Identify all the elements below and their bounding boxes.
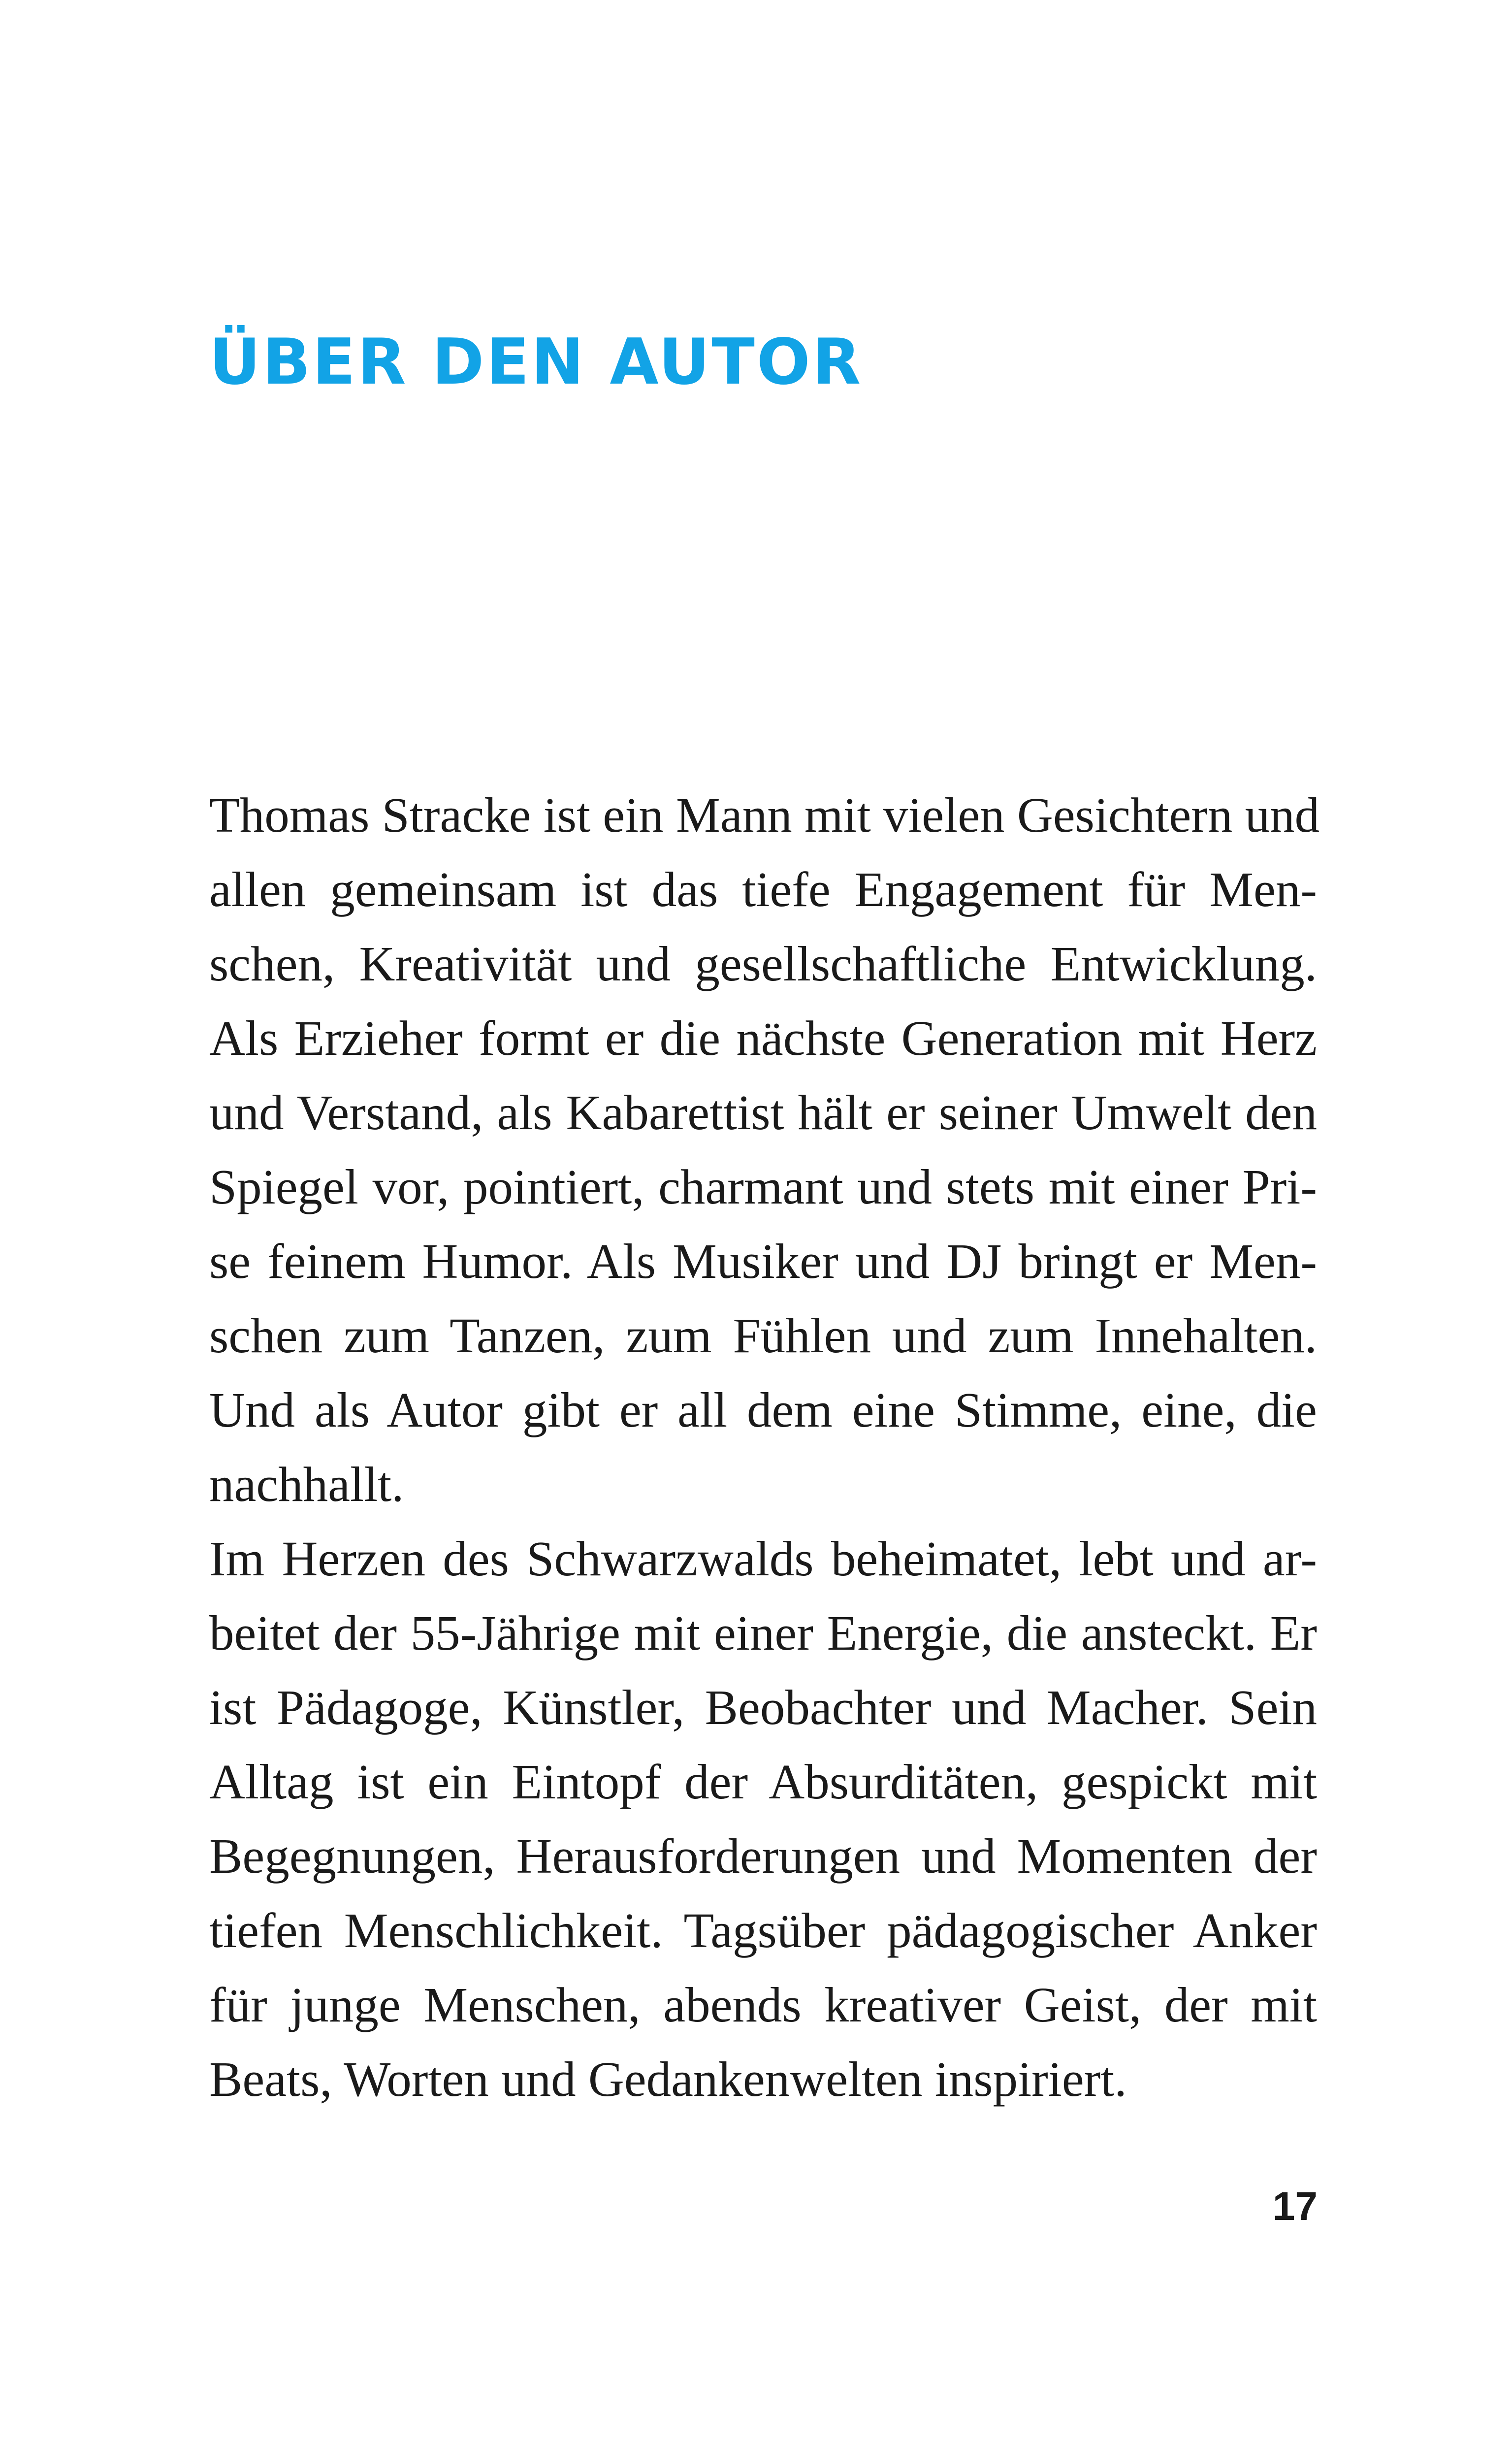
page-number: 17 [1272,2184,1318,2229]
chapter-heading: ÜBER DEN AUTOR [209,326,863,399]
text-line: beitet der 55-Jährige mit einer Energie, die ansteckt. Er [209,1605,1317,1661]
text-line: Beats, Worten und Gedankenwelten inspiriert. [209,2052,1127,2107]
text-line: Und als Autor gibt er all dem eine Stimme, eine, die [209,1382,1317,1437]
text-line: allen gemeinsam ist das tiefe Engagement für Men- [209,862,1317,917]
text-line: schen zum Tanzen, zum Fühlen und zum Innehalten. [209,1308,1317,1363]
text-line: nachhallt. [209,1457,404,1512]
text-line: Alltag ist ein Eintopf der Absurditäten, gespickt mit [209,1754,1317,1809]
text-line: für junge Menschen, abends kreativer Geist, der mit [209,1977,1317,2032]
text-line: Begegnungen, Herausforderungen und Momenten der [209,1828,1317,1884]
text-line: Thomas Stracke ist ein Mann mit vielen Gesichtern und [209,787,1320,843]
text-line: ist Pädagoge, Künstler, Beobachter und Macher. Sein [209,1680,1317,1735]
text-line: Spiegel vor, pointiert, charmant und stets mit einer Pri- [209,1159,1317,1214]
author-bio-text [209,778,1320,2117]
text-line: tiefen Menschlichkeit. Tagsüber pädagogischer Anker [209,1903,1317,1958]
text-line: se feinem Humor. Als Musiker und DJ bringt er Men- [209,1234,1317,1289]
text-line: Als Erzieher formt er die nächste Generation mit Herz [209,1010,1317,1066]
text-line: Im Herzen des Schwarzwalds beheimatet, lebt und ar- [209,1531,1317,1586]
text-line: und Verstand, als Kabarettist hält er seiner Umwelt den [209,1085,1317,1140]
text-line: schen, Kreativität und gesellschaftliche Entwicklung. [209,936,1317,991]
